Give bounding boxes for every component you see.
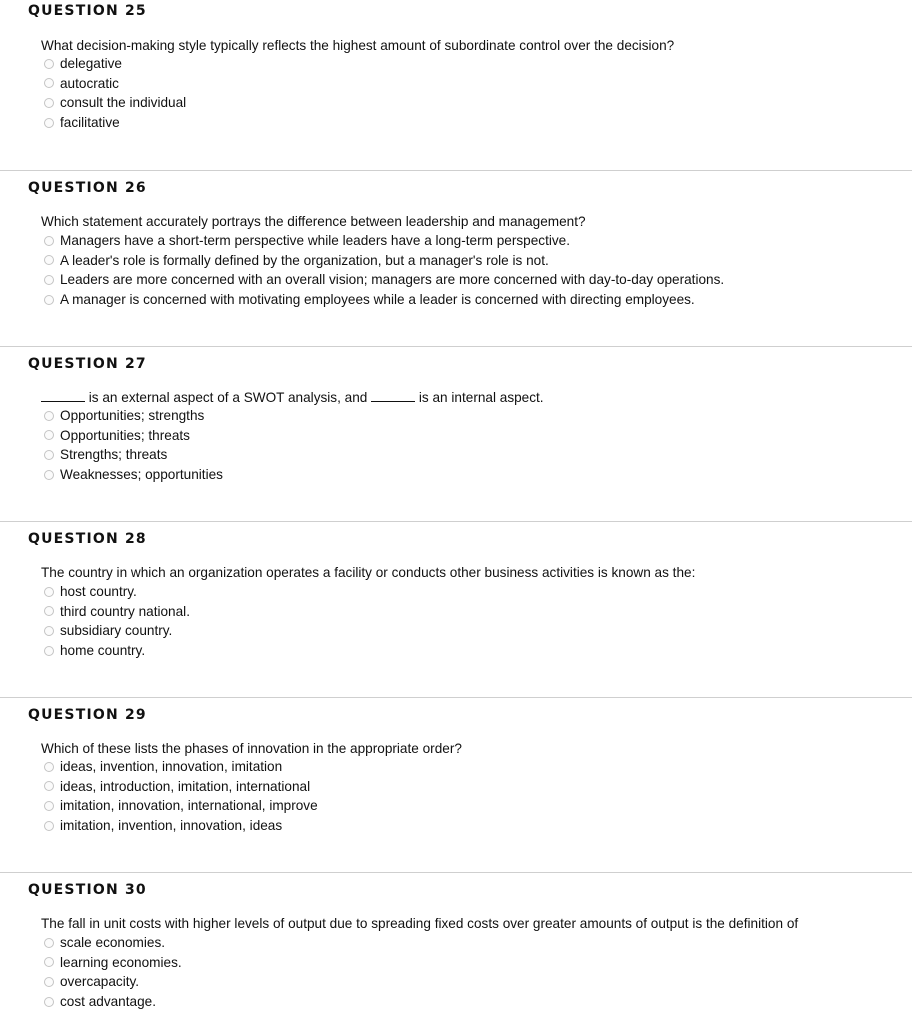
option-label: Managers have a short-term perspective while leaders have a long-term perspective. <box>60 233 571 249</box>
answer-options <box>44 582 190 660</box>
option-label: host country. <box>60 584 137 600</box>
answer-option[interactable] <box>44 251 724 271</box>
question-text <box>41 390 544 405</box>
question-26 <box>0 170 912 346</box>
question-29 <box>0 697 912 872</box>
answer-option[interactable] <box>44 796 318 816</box>
answer-option[interactable] <box>44 270 724 290</box>
radio-button[interactable] <box>44 470 54 480</box>
radio-button[interactable] <box>44 626 54 636</box>
answer-option[interactable] <box>44 93 186 113</box>
answer-blank <box>41 390 85 402</box>
radio-button[interactable] <box>44 275 54 285</box>
option-label: A manager is concerned with motivating employees while a leader is concerned with directing employees. <box>60 292 695 308</box>
radio-button[interactable] <box>44 957 54 967</box>
answer-option[interactable] <box>44 953 182 973</box>
radio-button[interactable] <box>44 255 54 265</box>
radio-button[interactable] <box>44 801 54 811</box>
option-label: facilitative <box>60 115 120 131</box>
answer-option[interactable] <box>44 641 190 661</box>
question-text: The country in which an organization operates a facility or conducts other business activities is known as the: <box>41 565 696 580</box>
answer-option[interactable] <box>44 74 186 94</box>
option-label: cost advantage. <box>60 994 156 1010</box>
answer-options <box>44 757 318 835</box>
answer-option[interactable] <box>44 445 223 465</box>
option-label: Leaders are more concerned with an overall vision; managers are more concerned with day-to-day operations. <box>60 272 725 288</box>
answer-options <box>44 231 724 309</box>
radio-button[interactable] <box>44 236 54 246</box>
option-label: Strengths; threats <box>60 447 168 463</box>
radio-button[interactable] <box>44 781 54 791</box>
option-label: third country national. <box>60 603 190 619</box>
option-label: Opportunities; threats <box>60 427 190 443</box>
option-label: autocratic <box>60 75 119 91</box>
answer-option[interactable] <box>44 621 190 641</box>
option-label: learning economies. <box>60 954 182 970</box>
radio-button[interactable] <box>44 587 54 597</box>
radio-button[interactable] <box>44 646 54 656</box>
answer-option[interactable] <box>44 933 182 953</box>
question-heading: QUESTION 26 <box>28 180 147 196</box>
radio-button[interactable] <box>44 411 54 421</box>
question-30 <box>0 872 912 1024</box>
radio-button[interactable] <box>44 606 54 616</box>
question-text-part2: is an internal aspect. <box>418 390 544 405</box>
radio-button[interactable] <box>44 78 54 88</box>
question-heading: QUESTION 28 <box>28 531 147 547</box>
radio-button[interactable] <box>44 938 54 948</box>
answer-option[interactable] <box>44 426 223 446</box>
question-heading: QUESTION 30 <box>28 882 147 898</box>
question-heading: QUESTION 29 <box>28 707 147 723</box>
radio-button[interactable] <box>44 295 54 305</box>
answer-option[interactable] <box>44 54 186 74</box>
answer-option[interactable] <box>44 777 318 797</box>
question-text: The fall in unit costs with higher levels of output due to spreading fixed costs over greater amounts of output is the definition of <box>41 916 799 931</box>
answer-option[interactable] <box>44 231 724 251</box>
option-label: imitation, innovation, international, improve <box>60 798 318 814</box>
question-heading: QUESTION 27 <box>28 356 147 372</box>
answer-option[interactable] <box>44 972 182 992</box>
answer-options <box>44 406 223 484</box>
answer-option[interactable] <box>44 602 190 622</box>
radio-button[interactable] <box>44 118 54 128</box>
radio-button[interactable] <box>44 98 54 108</box>
option-label: subsidiary country. <box>60 623 173 639</box>
option-label: overcapacity. <box>60 974 140 990</box>
question-28 <box>0 521 912 697</box>
option-label: Opportunities; strengths <box>60 408 205 424</box>
question-25 <box>0 0 912 170</box>
radio-button[interactable] <box>44 450 54 460</box>
answer-option[interactable] <box>44 290 724 310</box>
option-label: home country. <box>60 643 146 659</box>
option-label: A leader's role is formally defined by the organization, but a manager's role is not. <box>60 252 549 268</box>
option-label: imitation, invention, innovation, ideas <box>60 818 283 834</box>
answer-option[interactable] <box>44 406 223 426</box>
option-label: delegative <box>60 56 122 72</box>
answer-options <box>44 54 186 132</box>
radio-button[interactable] <box>44 762 54 772</box>
radio-button[interactable] <box>44 59 54 69</box>
option-label: ideas, introduction, imitation, international <box>60 778 311 794</box>
answer-option[interactable] <box>44 757 318 777</box>
radio-button[interactable] <box>44 430 54 440</box>
radio-button[interactable] <box>44 997 54 1007</box>
answer-blank <box>371 390 415 402</box>
radio-button[interactable] <box>44 977 54 987</box>
answer-options <box>44 933 182 1011</box>
answer-option[interactable] <box>44 992 182 1012</box>
question-heading: QUESTION 25 <box>28 3 147 19</box>
option-label: Weaknesses; opportunities <box>60 467 223 483</box>
question-27 <box>0 346 912 521</box>
answer-option[interactable] <box>44 816 318 836</box>
option-label: consult the individual <box>60 95 187 111</box>
answer-option[interactable] <box>44 113 186 133</box>
question-text-part1: is an external aspect of a SWOT analysis, and <box>88 390 368 405</box>
radio-button[interactable] <box>44 821 54 831</box>
option-label: scale economies. <box>60 935 166 951</box>
answer-option[interactable] <box>44 582 190 602</box>
question-text: Which of these lists the phases of innovation in the appropriate order? <box>41 741 462 756</box>
question-text: Which statement accurately portrays the difference between leadership and management? <box>41 214 586 229</box>
option-label: ideas, invention, innovation, imitation <box>60 759 283 775</box>
answer-option[interactable] <box>44 465 223 485</box>
question-text: What decision-making style typically reflects the highest amount of subordinate control over the decision? <box>41 38 675 53</box>
